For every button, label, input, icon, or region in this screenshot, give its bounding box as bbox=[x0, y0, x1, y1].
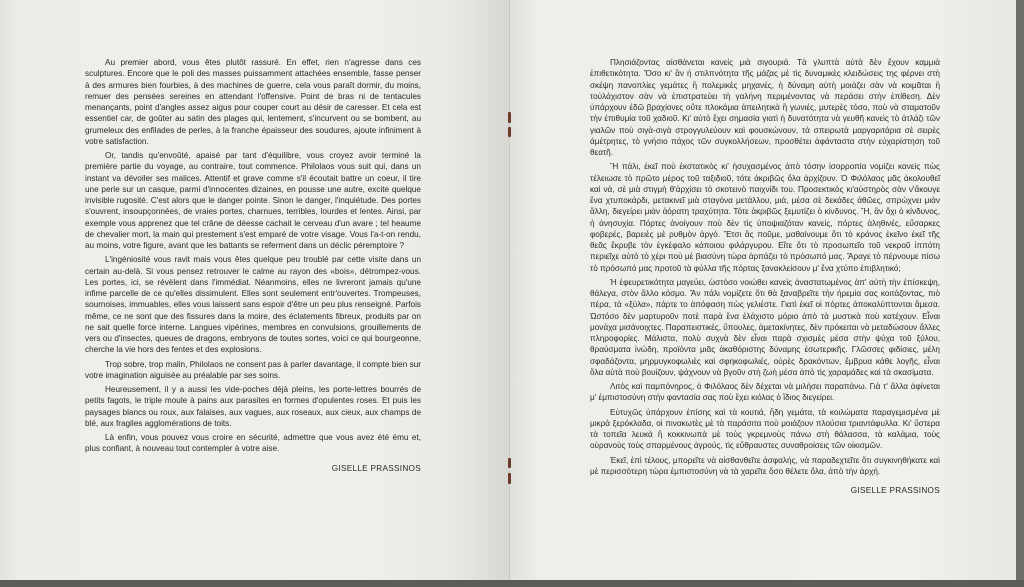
paragraph: Πλησιάζοντας αἰσθάνεται κανείς μιὰ σιγουριά. Τὰ γλυπτὰ αὐτὰ δὲν ἔχουν καμμιὰ ἐπιθετικότητα. Ὅσο κι' ἂν ἡ στιλπνότητα τῆς μάζας μὲ τὶς δυναμικὲς κλειδώσεις της φέρνει στὴ σκέψη πανοπλίες γεμάτες ἢ πολεμικὲς μηχανές, ἡ δύναμη αὐτὴ μοιάζει σὰν νὰ κοιμᾶται ἢ τοὐλάχιστον σὰν νὰ ἐπιστρατεύει τὴ γαλήνη περιμένοντας νὰ περάσει στὴν ἐπίθεση. Δὲν ὑπάρχουν ἐδῶ βραχίονες οὔτε πλοκάμια ἀπειλητικὰ ἢ γωνιές, μυτερὲς τόσο, ποὺ νὰ σταματοῦν τὴν ἐπιθυμία τοῦ χαδιοῦ. Κι' αὐτὸ ἔχει σημασία γιατὶ ἡ δυνατότητα νὰ γευθῆ κανεὶς τὸ ἀτλάζι τῶν γιαλῶν ποὺ σιγὰ-σιγὰ στρογγυλεύουν καὶ φουσκώνουν, τὰ σπειρωτὰ μαργαριτάρια σὲ σειρὲς ἀμέτρητες, τὸ γνήσιο πάχος τῶν συγκολλήσεων, προσθέτει ἀφάνταστα στὴν εὐχαρίστηση τοῦ θεατῆ. bbox=[590, 58, 940, 157]
french-text-block bbox=[85, 57, 421, 474]
paragraph: Au premier abord, vous êtes plutôt rassuré. En effet, rien n'agresse dans ces sculptures. Encore que le poli des masses puissamment attachées ensemble, fasse penser à des armures bien fourbies, à des machines de guerre, cela vous paraît dormir, du moins, remuer des pensées sereines en attendant l'offensive. Point de bras ni de tentacules menançants, point d'angles assez aigus pour couper court au désir de caresser. Et cela est essentiel car, de goûter au satin des plages qui, lentement, s'incurvent ou se bombent, au grumeleux des enfilades de perles, à la franche épaisseur des soudures, ajoute infiniment à votre satisfaction. bbox=[85, 58, 421, 146]
gutter-fold bbox=[509, 0, 510, 580]
staple-top bbox=[508, 112, 511, 123]
staple-top-lower bbox=[508, 127, 511, 137]
paragraph: Εὐτυχῶς ὑπάρχουν ἐπίσης καὶ τὰ κουτιά, ἤδη γεμάτα, τὰ κοιλώματα παραγεμισμένα μὲ μικρὰ ξερόκλαδα, οἱ πινακωτὲς μὲ τὰ παράσιτα ποὺ μοιάζουν πλούσια τριαντάφυλλα. Κι' ὕστερα τὰ τοπεῖα λευκὰ ἢ κοκκινωπὰ μὲ τοὺς γκρεμνοὺς πάνω στὴ θάλασσα, τὰ καλάμια, τοὺς οὐρανοὺς τοὺς σπαρμένους ἀγρούς, τὶς εὔθραυστες συναθροίσεις τῶν οἰκισμῶν. bbox=[590, 407, 940, 451]
paragraph: Là enfin, vous pouvez vous croire en sécurité, admettre que vous avez été ému et, plus confiant, à nouveau tout contempler à votre aise. bbox=[85, 433, 421, 454]
staple-bottom-lower bbox=[508, 473, 511, 484]
staple-bottom bbox=[508, 458, 511, 468]
paragraph: Heureusement, il y a aussi les vide-poches déjà pleins, les porte-lettres bourrés de petits fagots, le triple moule à pains aux parasites en formes d'opulentes roses. Et puis les paysages blancs ou roux, aux falaises, aux vagues, aux roseaux, aux cieux, aux champs de blé, aux fragiles agglomérations de toits. bbox=[85, 385, 421, 428]
scan-background-edge bbox=[0, 580, 1024, 587]
paragraph: Ἡ ἐφευρετικότητα μαγεύει, ὡστόσο νοιώθει κανεὶς ἀναστατωμένος ἀπ' αὐτὴ τὴν ἐπίσκεψη, θάλεγα, στὸν ἄλλο κόσμο. Ἂν πάλι νομίζετε ὅτι θὰ ξαναβρεῖτε τὴν ἠρεμία σας κοιτάζοντας, πιὸ πέρα, τὰ «ξύλα», πάρτε το ἀπόφαση πὼς γελιέστε. Γιατὶ ἐκεῖ οἱ πόρτες ἀποκαλύπτονται ἄμεσα. Ὡστόσο δὲν μαρτυροῦν ποτὲ παρὰ ἕνα ἐλάχιστο μόριο ἀπὸ τὰ μυστικὰ ποὺ κατέχουν. Εἶναι μονάχα μισάνοιχτες. Παραπειστικές, ὕπουλες, ἀμετακίνητες, δὲν πρόκειται νὰ μεταδώσουν ἄλλες πληροφορίες. Μάλιστα, πολὺ συχνὰ δὲν εἶναι παρὰ σχισμὲς μέσα στὴν ψύχα τοῦ ξύλου, θραύσματα ἰνώδη, προϊόντα μιᾶς ἀκαθόριστης δύναμης ἐσωτερικῆς. Γλῶσσες φιδίσιες, μέλη σφαδάζοντα, μηρμυγκοφωλιὲς καὶ σφηκοφωλιές, οὐρὲς δρακόντων, ἔμβρυα κάθε λογῆς, εἶναι ὅλα αὐτὰ ποὺ βουίζουν, ψάχνουν νὰ βγοῦν στὴ ζωὴ μέσα ἀπὸ τὶς χαραμάδες καὶ τὰ σκασίματα. bbox=[590, 277, 940, 377]
author-signature: GISELLE PRASSINOS bbox=[331, 463, 421, 473]
paragraph: Ἐκεῖ, ἐπὶ τέλους, μπορεῖτε νὰ αἰσθανθεῖτε ἀσφαλής, νὰ παραδεχτεῖτε ὅτι συγκινηθήκατε καὶ μὲ περισσότερη τώρα ἐμπιστοσύνη νὰ τὰ χαρεῖτε ὅσο θέλετε ὅλα, ἀπὸ τὴν ἀρχή. bbox=[590, 455, 940, 476]
paragraph: Λιτὸς καὶ παμπόνηρος, ὁ Φιλόλαος δὲν δέχεται νὰ μιλήσει παραπάνω. Γιὰ τ' ἄλλα ἀφίνεται μ' ἐμπιστοσύνη στὴν φαντασία σας ποὺ ἔχει κιόλας ὁ ἴδιος διεγείρει. bbox=[590, 382, 940, 403]
greek-text-block bbox=[590, 57, 940, 496]
paragraph: Trop sobre, trop malin, Philolaos ne consent pas à parler davantage, il compte bien sur votre imagination aiguisée au préalable par ses soins. bbox=[85, 359, 421, 380]
paragraph: L'ingéniosité vous ravit mais vous êtes quelque peu troublé par cette visite dans un certain au-delà. Si vous pensez retrouver le calme au rayon des «bois», détrompez-vous. Les portes, ici, se révèlent dans l'immédiat. Néanmoins, elles ne livreront jamais qu'une infime parcelle de ce qu'elles dissimulent. Elles sont seulement entr'ouvertes. Trompeuses, sournoises, immuables, elles vous laissent sans espoir d'être un peu plus renseigné. Parfois même, ce ne sont que des fissures dans la moire, des éclatements fibreux, produits par on ne sait quelle force interne. Langues vipérines, membres en convulsions, grouillements de vers ou d'insectes, queues de dragons, embryons de toutes sortes, voici ce qui bourgeonne, cherche la vie hors des fentes et des explosions. bbox=[85, 255, 421, 355]
author-signature: GISELLE PRASSINOS bbox=[850, 486, 940, 495]
paragraph: Ἢ πάλι, ἐκεῖ ποὺ ἐκστατικὸς κι' ἡσυχασμένος ἀπὸ τόσην ἰσορροπία νομίζει κανεὶς πὼς τέλειωσε τὸ πρῶτο μέρος τοῦ ταξιδιοῦ, τότε ἀκριβῶς ὅλα ἀρχίζουν. Ὁ Φιλόλαος μᾶς ἀκολουθεῖ καὶ νά, σὲ μιὰ στιγμὴ θ'ἀρχίσει τὸ σκοτεινὸ παιχνίδι του. Προσεκτικὸς κι'αὐστηρὸς σὰν ν'ἄκουγε ἕνα χτυποκάρδι, μετακινεῖ μιὰ σταγόνα μετάλλου, μιά, μέσα σὲ δεκάδες ἀθῶες, σπρώχνει μιὰν ἄλλη, διεγείρει μιὰν ἀόρατη τραχύτητα. Τότε ἀκριβῶς ξεμυτίζει ὁ κίνδυνος. Ἤ, ἂν ὄχι ὁ κίνδυνος, ἡ ἀνησυχία. Πόρτες ἀνοίγουν ποὺ δὲν τὶς ὑποψιαζόταν κανείς, πόρτες ἀληθινές, εὔσαρκες φοβερές, βαρειὲς μὲ ρυθμὸν ἀργό. Ἔτσι ἂς ποῦμε, μαθαίνουμε ὅτι τὸ κράνος ἐκεῖνο ἐκεῖ τῆς θεᾶς ἔκρυβε τὸν ἐγκέφαλο κάποιου φιλάργυρου. Εἴτε ὅτι τὸ προσωπεῖο τοῦ νεκροῦ ἱππότη περιεῖχε αὐτὸ τὸ χέρι ποὺ μὲ βιασύνη τώρα ἁρπάζει τὸ πρόσωπό μας. Ἄραγε τὸ πέρνουμε πίσω τὸ πρόσωπό μας προτοῦ τὰ φύλλα τῆς πόρτας ξανακλείσουν μ' ἕνα χτύπο ἐπιβλητικό; bbox=[590, 162, 940, 273]
paragraph: Or, tandis qu'envoûté, apaisé par tant d'équilibre, vous croyez avoir terminé la première partie du voyage, au contraire, tout commence. Philolaos vous suit qui, dans un instant va dévoiler ses malices. Attentif et grave comme s'il écoutait battre un coeur, il tire une perle sur un casque, parmi d'innocentes dizaines, en pousse une autre, excite quelque invisible rugosité. C'est alors que le danger pointe. Sinon le danger, l'inquiétude. Des portes s'ouvrent, insoupçonnées, de vraies portes, charnues, terribles, lourdes et lentes. Ainsi, par exemple vous apprenez que tel crâne de déesse cachait le cerveau d'un avare ; tel heaume de chevalier mort, la main qui prestement s'est emparé de votre visage. Vous l'a-t-on rendu, au moins, votre figure, avant que les battants se referment dans un déclic péremptoire ? bbox=[85, 151, 421, 250]
